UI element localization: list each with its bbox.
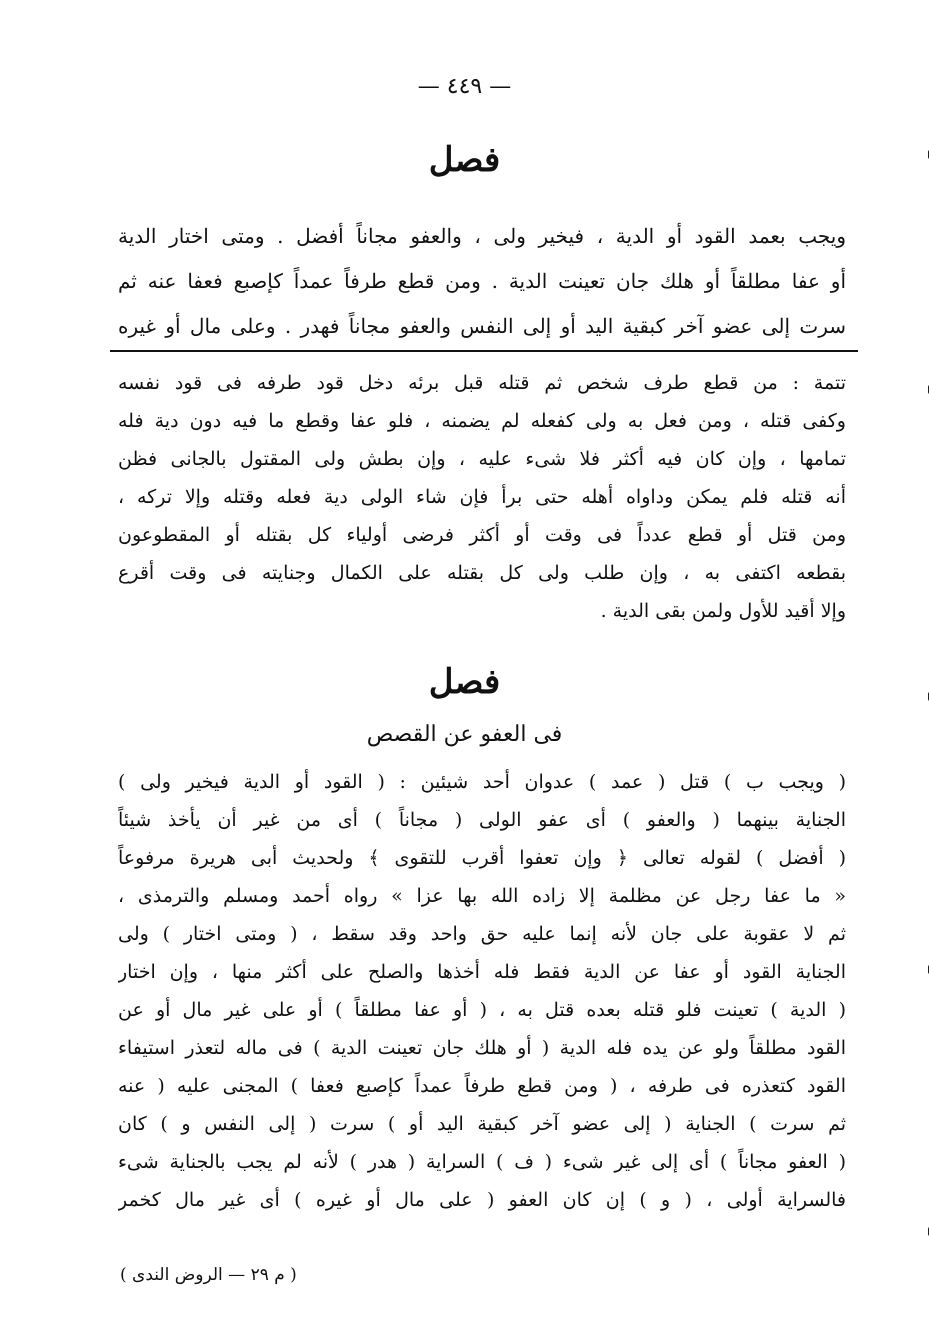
text-line: الجناية القود أو عفا عن الدية فقط فله أخذها والصلح على أكثر منها ، وإن اختار xyxy=(118,961,846,983)
section-heading: فصل xyxy=(428,140,501,180)
page-number: — ٤٤٩ — xyxy=(417,74,512,99)
text-line: أنه قتله فلم يمكن وداواه أهله حتى برأ فإن شاء الولى دية فعله وقتله وإلا تركه ، xyxy=(118,486,846,508)
text-line: ( أفضل ) لقوله تعالى ﴿ وإن تعفوا أقرب للتقوى ﴾ ولحديث أبى هريرة مرفوعاً xyxy=(118,847,846,869)
text-line: ثم سرت ) الجناية ( إلى عضو آخر كبقية اليد أو ) سرت ( إلى النفس و ) كان xyxy=(118,1113,846,1135)
text-line: وكفى قتله ، ومن فعل به ولى كفعله لم يضمنه ، فلو عفا وقطع ما فيه دون دية فله xyxy=(118,410,846,432)
text-line: الجناية بينهما ( والعفو ) أى عفو الولى ( مجاناً ) أى من غير أن يأخذ شيئاً xyxy=(118,809,846,831)
divider-rule xyxy=(110,350,858,352)
sharh-paragraph xyxy=(118,763,846,1219)
text-line: القود كتعذره فى طرفه ، ( ومن قطع طرفاً عمداً كإصبع فعفا ) المجنى عليه ( عنه xyxy=(118,1075,846,1097)
text-line: ومن قتل أو قطع عدداً فى وقت أو أكثر فرضى أولياء كل بقتله أو المقطوعون xyxy=(118,524,846,546)
section-heading: فصل xyxy=(428,662,501,702)
text-line: ( ويجب ب ) قتل ( عمد ) عدوان أحد شيئين : ( القود أو الدية فيخير ولى ) xyxy=(118,771,846,793)
text-line: ثم لا عقوبة على جان لأنه إنما عليه حق واحد وقد سقط ، ( ومتى اختار ) ولى xyxy=(118,923,846,945)
text-line: سرت إلى عضو آخر كبقية اليد أو إلى النفس والعفو مجاناً فهدر . وعلى مال أو غيره xyxy=(118,314,846,338)
section-subheading: فى العفو عن القصص xyxy=(366,722,563,747)
text-line: ويجب بعمد القود أو الدية ، فيخير ولى ، والعفو مجاناً أفضل . ومتى اختار الدية xyxy=(118,224,846,248)
text-line: « ما عفا رجل عن مظلمة إلا زاده الله بها عزا » رواه أحمد ومسلم والترمذى ، xyxy=(118,885,846,907)
page-footer: ( م ٢٩ — الروض الندى ) xyxy=(120,1265,297,1285)
text-line: تمامها ، وإن كان فيه أكثر فلا شىء عليه ، وإن بطش ولى المقتول بالجانى فظن xyxy=(118,448,846,470)
text-line: تتمة : من قطع طرف شخص ثم قتله قبل برئه دخل قود طرفه فى قود نفسه xyxy=(118,372,846,394)
text-line: بقطعه اكتفى به ، وإن طلب ولى كل بقتله على الكمال وجنايته فى وقت أقرع xyxy=(118,562,846,584)
tatimma-paragraph xyxy=(118,364,846,630)
text-line: ( العفو مجاناً ) أى إلى غير شىء ( ف ) السراية ( هدر ) لأنه لم يجب بالجناية شىء xyxy=(118,1151,846,1173)
text-line: أو عفا مطلقاً أو هلك جان تعينت الدية . ومن قطع طرفاً عمداً كإصبع فعفا عنه ثم xyxy=(118,269,846,293)
text-line: فالسراية أولى ، ( و ) إن كان العفو ( على مال أو غيره ) أى غير مال كخمر xyxy=(118,1189,846,1211)
text-line: ( الدية ) تعينت فلو قتله بعده قتل به ، ( أو عفا مطلقاً ) أو على غير مال أو عن xyxy=(118,999,846,1021)
text-line: القود مطلقاً ولو عن يده فله الدية ( أو هلك جان تعينت الدية ) فى ماله لتعذر استيفاء xyxy=(118,1037,846,1059)
text-line: وإلا أقيد للأول ولمن بقى الدية . xyxy=(600,600,846,622)
matn-paragraph xyxy=(118,214,846,349)
